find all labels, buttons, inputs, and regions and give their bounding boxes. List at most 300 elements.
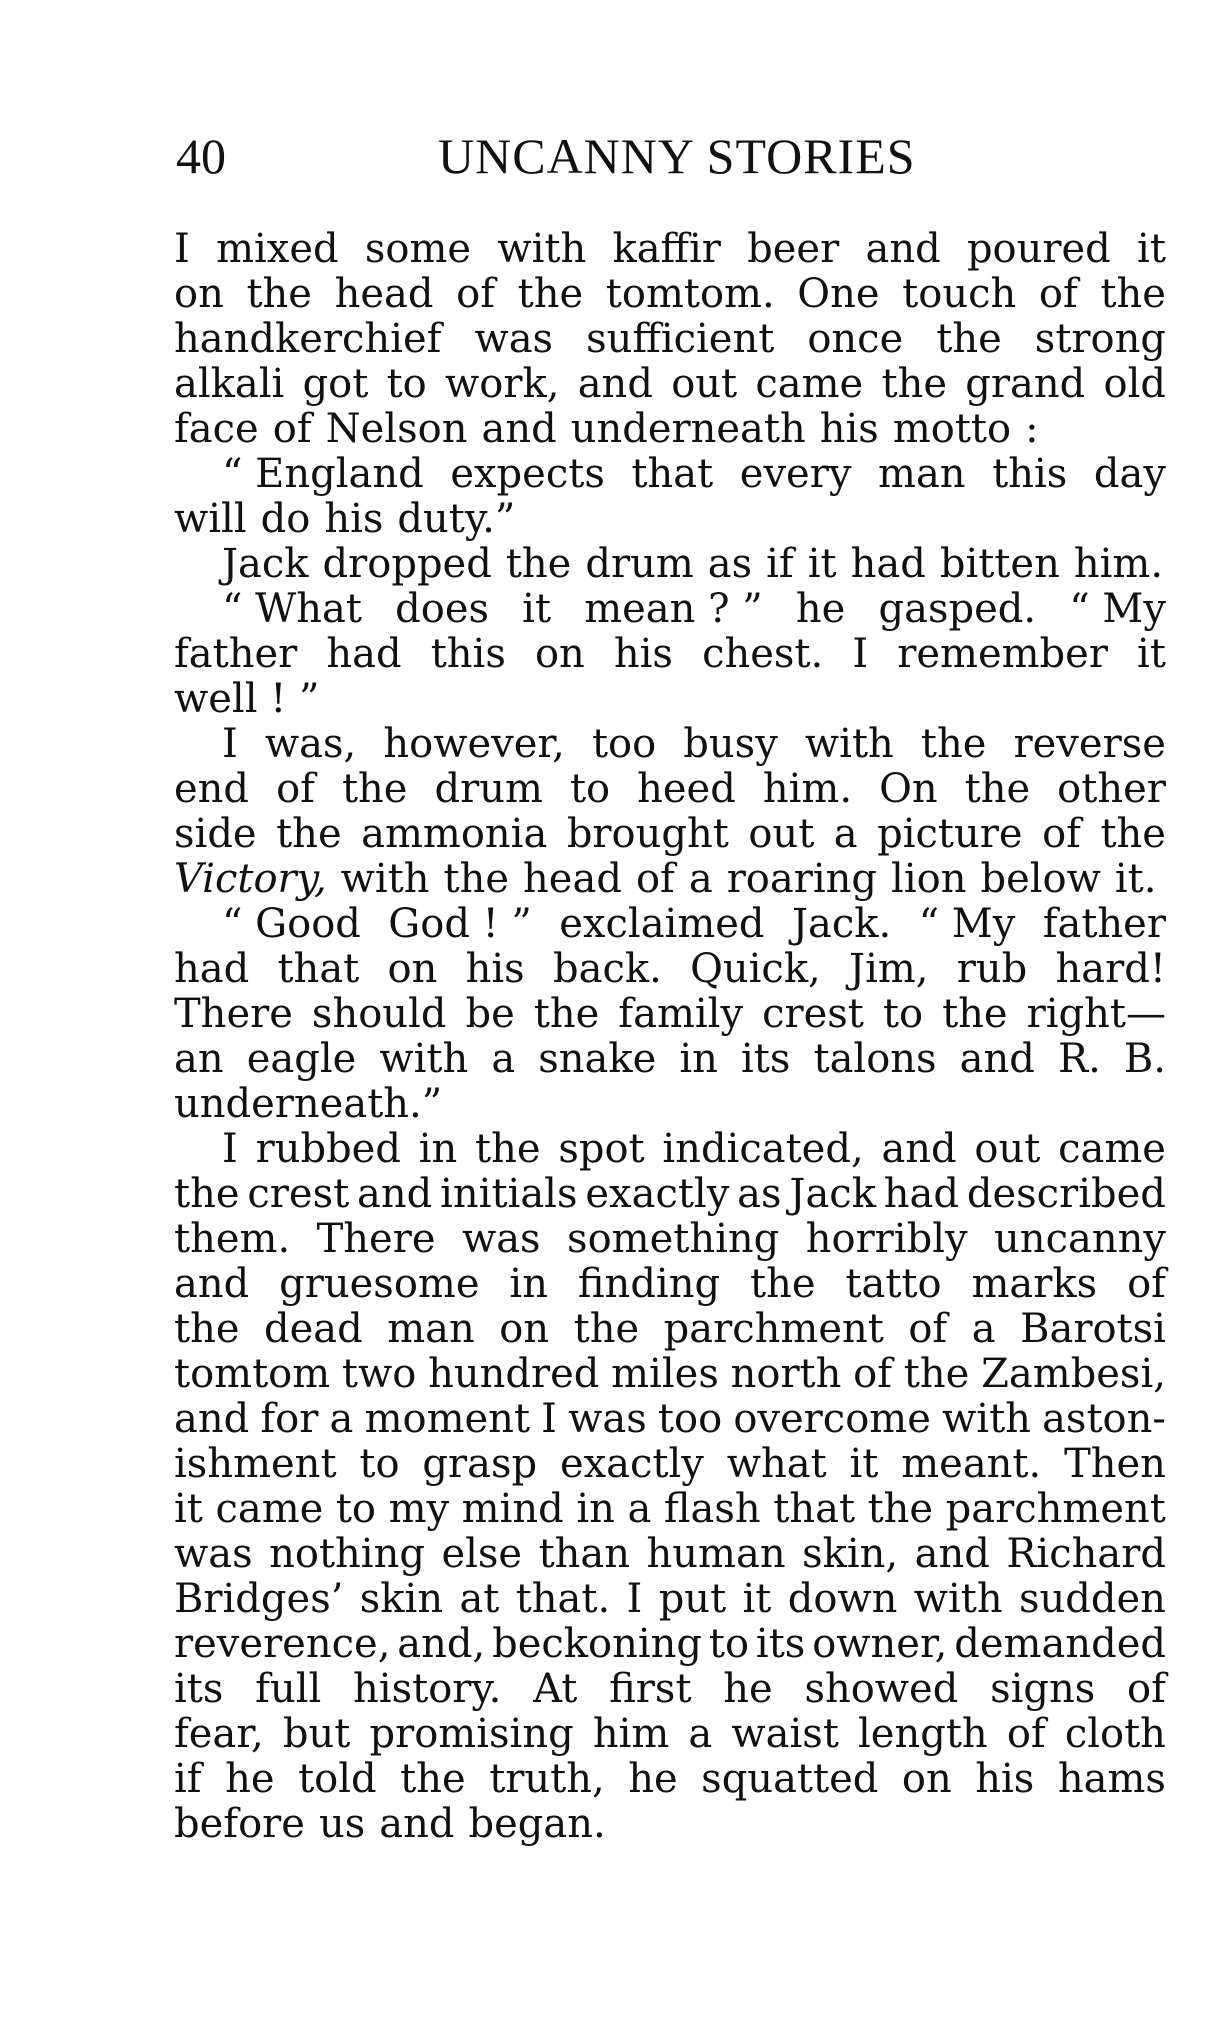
word: an	[174, 1036, 224, 1082]
running-head: UNCANNY STORIES	[438, 128, 916, 184]
word: it.	[1114, 856, 1157, 902]
word: full	[255, 1666, 322, 1712]
word: man	[878, 451, 966, 497]
word: out	[748, 811, 815, 857]
word: picture	[877, 811, 1023, 857]
word: Then	[1064, 1441, 1166, 1487]
word: mixed	[216, 226, 339, 272]
word: chest.	[702, 631, 824, 677]
word: brought	[566, 811, 729, 857]
word: that	[277, 946, 360, 992]
word: head	[523, 856, 622, 902]
word: man	[387, 1306, 475, 1352]
word: at	[459, 1576, 500, 1622]
word: described	[966, 1171, 1166, 1217]
word: and	[959, 1036, 1035, 1082]
word: expects	[450, 451, 605, 497]
word: underneath.”	[174, 1081, 443, 1127]
word: talons	[813, 1036, 937, 1082]
text-line	[174, 1172, 1166, 1217]
word: he	[723, 1666, 773, 1712]
text-line	[174, 1532, 1166, 1577]
word: owner,	[812, 1621, 948, 1667]
word: well ! ”	[174, 676, 320, 722]
text-line	[174, 407, 1166, 452]
text-line	[174, 1802, 1166, 1847]
word: I	[541, 1396, 557, 1442]
word: spot	[558, 1126, 645, 1172]
word: Jack.	[791, 901, 892, 947]
word: of	[853, 1351, 893, 1397]
word: Bridges’	[174, 1576, 344, 1622]
word: else	[441, 1531, 523, 1577]
word: cloth	[1064, 1711, 1166, 1757]
word: told	[298, 1756, 377, 1802]
word: face	[174, 406, 259, 452]
word: of	[1006, 1711, 1046, 1757]
word: flash	[663, 1486, 761, 1532]
word: strong	[1034, 316, 1166, 362]
word: the	[341, 766, 408, 812]
word: do	[260, 496, 311, 542]
word: I	[626, 1576, 643, 1622]
page-header	[176, 126, 1166, 186]
word: in	[679, 1036, 718, 1082]
word: waist	[731, 1711, 839, 1757]
word: “ What	[222, 586, 362, 632]
word: too	[591, 721, 657, 767]
word: uncanny	[994, 1216, 1166, 1262]
text-line	[174, 1622, 1166, 1667]
word: There	[316, 1216, 436, 1262]
word: right—	[1026, 991, 1166, 1037]
word: began.	[468, 1801, 606, 1847]
word: on	[499, 1306, 550, 1352]
word: father	[1042, 901, 1166, 947]
word: came	[755, 361, 864, 407]
word: down	[787, 1576, 898, 1622]
word: to	[335, 1486, 377, 1532]
word: beckoning	[492, 1621, 703, 1667]
word: as	[737, 1171, 782, 1217]
word: tomtom.	[605, 271, 775, 317]
text-line	[174, 1307, 1166, 1352]
word: a	[688, 1711, 713, 1757]
word: a	[627, 1486, 652, 1532]
word: and	[865, 226, 941, 272]
word: if	[766, 541, 794, 587]
word: indicated,	[662, 1126, 864, 1172]
word: grand	[965, 361, 1086, 407]
text-line	[174, 587, 1166, 632]
word: heed	[637, 766, 736, 812]
word: rub	[956, 946, 1028, 992]
word: I	[222, 1126, 238, 1172]
text-line	[174, 1397, 1166, 1442]
word: snake	[538, 1036, 657, 1082]
word: B.	[1123, 1036, 1166, 1082]
word: its	[755, 1621, 806, 1667]
word: Victory,	[174, 856, 327, 902]
word: a	[688, 856, 713, 902]
word: than	[538, 1531, 631, 1577]
word: first	[609, 1666, 692, 1712]
text-line	[174, 272, 1166, 317]
word: work,	[445, 361, 560, 407]
word: Nelson	[325, 406, 468, 452]
word: if	[174, 1756, 202, 1802]
word: Jack	[222, 541, 309, 587]
word: it	[742, 1576, 772, 1622]
word: “ My	[918, 901, 1016, 947]
text-line	[174, 947, 1166, 992]
text-line	[174, 677, 1166, 722]
body-text	[174, 227, 1166, 1847]
word: of	[272, 406, 312, 452]
word: of	[1127, 1666, 1166, 1712]
word: horribly	[805, 1216, 968, 1262]
word: hundred	[428, 1351, 600, 1397]
word: and,	[397, 1621, 486, 1667]
word: every	[739, 451, 852, 497]
text-line	[174, 542, 1166, 587]
word: as	[707, 541, 753, 587]
word: the	[936, 316, 1002, 362]
word: and	[174, 1396, 250, 1442]
word: the	[920, 721, 987, 767]
word: day	[1093, 451, 1166, 497]
word: for	[260, 1396, 319, 1442]
word: showed	[804, 1666, 959, 1712]
word: the	[400, 1756, 466, 1802]
word: and	[379, 1801, 455, 1847]
word: the	[942, 991, 1008, 1037]
word: he	[225, 1756, 275, 1802]
word: the	[533, 991, 600, 1037]
word: of	[456, 271, 496, 317]
word: him.	[762, 766, 853, 812]
text-line	[174, 902, 1166, 947]
word: this	[430, 631, 506, 677]
word: its	[174, 1666, 224, 1712]
word: father	[174, 631, 298, 677]
word: promising	[369, 1711, 574, 1757]
text-line	[174, 1442, 1166, 1487]
word: the	[517, 271, 584, 317]
text-line	[174, 722, 1166, 767]
word: history.	[353, 1666, 502, 1712]
word: Jack	[789, 1171, 876, 1217]
word: the	[881, 361, 948, 407]
word: gruesome	[279, 1261, 480, 1307]
word: poured	[966, 226, 1111, 272]
word: and	[357, 1171, 433, 1217]
word: does	[395, 586, 490, 632]
text-line	[174, 227, 1166, 272]
word: Jim,	[849, 946, 929, 992]
word: on	[534, 631, 585, 677]
word: that	[631, 451, 714, 497]
word: his	[613, 631, 673, 677]
word: it	[1137, 226, 1166, 272]
text-line	[174, 1037, 1166, 1082]
word: length	[858, 1711, 988, 1757]
word: had	[326, 631, 402, 677]
word: bitten	[939, 541, 1060, 587]
word: tatto	[845, 1261, 942, 1307]
word: drum	[434, 766, 543, 812]
word: reverence,	[174, 1621, 391, 1667]
word: be	[465, 991, 515, 1037]
word: dead	[264, 1306, 363, 1352]
word: with	[497, 226, 587, 272]
word: the	[505, 541, 572, 587]
text-line	[174, 362, 1166, 407]
word: alkali	[174, 361, 285, 407]
word: handkerchief	[174, 316, 442, 362]
word: parchment	[945, 1486, 1166, 1532]
word: exactly	[585, 1171, 730, 1217]
word: aston-	[1042, 1396, 1166, 1442]
word: him.	[1073, 541, 1164, 587]
text-line	[174, 497, 1166, 542]
word: him	[592, 1711, 670, 1757]
word: his	[819, 406, 879, 452]
word: Barotsi	[1020, 1306, 1166, 1352]
word: the	[573, 1306, 640, 1352]
text-line	[174, 1262, 1166, 1307]
word: moment	[364, 1396, 531, 1442]
word: family	[618, 991, 744, 1037]
word: and	[881, 1126, 957, 1172]
word: it	[522, 586, 552, 632]
word: ishment	[174, 1441, 337, 1487]
word: skin,	[802, 1531, 899, 1577]
word: to	[882, 991, 924, 1037]
word: ammonia	[361, 811, 548, 857]
word: exclaimed	[559, 901, 765, 947]
word: put	[658, 1576, 727, 1622]
word: in	[576, 1486, 615, 1532]
word: on	[901, 1756, 952, 1802]
word: Richard	[1006, 1531, 1166, 1577]
word: it	[849, 1441, 879, 1487]
word: with	[942, 1396, 1031, 1442]
word: rubbed	[255, 1126, 401, 1172]
word: the	[964, 766, 1031, 812]
word: he	[795, 586, 846, 632]
word: below	[980, 856, 1101, 902]
word: his	[975, 1756, 1035, 1802]
word: God ! ”	[388, 901, 532, 947]
word: On	[879, 766, 938, 812]
word: remember	[897, 631, 1108, 677]
word: it	[807, 541, 837, 587]
word: touch	[902, 271, 1017, 317]
word: the	[246, 271, 312, 317]
word: a	[971, 1306, 996, 1352]
word: got	[302, 361, 369, 407]
page-number: 40	[176, 128, 226, 184]
text-line	[174, 632, 1166, 677]
word: roaring	[726, 856, 878, 902]
word: he	[628, 1756, 678, 1802]
text-line	[174, 767, 1166, 812]
word: had	[174, 946, 250, 992]
word: overcome	[733, 1396, 931, 1442]
word: the	[903, 1351, 970, 1397]
word: Quick,	[690, 946, 821, 992]
word: I	[174, 226, 190, 272]
word: of	[908, 1306, 948, 1352]
word: was	[568, 1396, 647, 1442]
word: of	[1042, 811, 1081, 857]
word: was	[174, 1531, 253, 1577]
word: nothing	[269, 1531, 425, 1577]
text-line	[174, 1127, 1166, 1172]
word: the	[443, 856, 510, 902]
word: should	[311, 991, 447, 1037]
word: eagle	[246, 1036, 357, 1082]
word: to	[708, 1621, 750, 1667]
text-line	[174, 452, 1166, 497]
word: that	[773, 1486, 856, 1532]
word: squatted	[701, 1756, 879, 1802]
word: crest	[247, 1171, 350, 1217]
word: something	[567, 1216, 780, 1262]
word: underneath	[570, 406, 806, 452]
word: marks	[971, 1261, 1098, 1307]
word: was,	[264, 721, 357, 767]
word: the	[475, 1126, 541, 1172]
word: the	[750, 1261, 816, 1307]
word: R.	[1057, 1036, 1101, 1082]
word: to	[359, 1441, 400, 1487]
word: what	[726, 1441, 827, 1487]
word: beer	[747, 226, 840, 272]
word: my	[388, 1486, 450, 1532]
word: came	[1058, 1126, 1166, 1172]
text-line	[174, 1757, 1166, 1802]
word: north	[730, 1351, 842, 1397]
word: on	[174, 271, 224, 317]
word: sudden	[1018, 1576, 1166, 1622]
word: was	[474, 316, 554, 362]
word: mean ? ”	[584, 586, 763, 632]
word: and	[174, 1261, 250, 1307]
word: the	[174, 1306, 240, 1352]
text-line	[174, 1217, 1166, 1262]
word: end	[174, 766, 250, 812]
word: and	[577, 361, 653, 407]
word: of	[276, 766, 315, 812]
word: them.	[174, 1216, 291, 1262]
word: hard!	[1055, 946, 1166, 992]
word: the	[174, 1171, 240, 1217]
word: to	[569, 766, 611, 812]
word: tomtom	[174, 1351, 331, 1397]
word: came	[215, 1486, 324, 1532]
word: side	[174, 811, 257, 857]
word: on	[387, 946, 438, 992]
word: two	[341, 1351, 417, 1397]
word: initials	[440, 1171, 578, 1217]
word: a	[491, 1036, 516, 1082]
word: the	[1100, 811, 1166, 857]
word: before	[174, 1801, 305, 1847]
word: other	[1057, 766, 1166, 812]
word: One	[797, 271, 880, 317]
word: however,	[383, 721, 565, 767]
word: of	[1127, 1261, 1166, 1307]
word: busy	[683, 721, 778, 767]
word: and	[481, 406, 557, 452]
word: had	[883, 1171, 960, 1217]
word: it	[174, 1486, 203, 1532]
word: a	[329, 1396, 354, 1442]
word: sufficient	[586, 316, 775, 362]
word: motto	[892, 406, 1012, 452]
word: had	[850, 541, 926, 587]
word: demanded	[954, 1621, 1166, 1667]
word: “ My	[1069, 586, 1166, 632]
text-line	[174, 1577, 1166, 1622]
word: the	[276, 811, 342, 857]
word: and	[914, 1531, 990, 1577]
word: parchment	[663, 1306, 884, 1352]
word: Zambesi,	[981, 1351, 1166, 1397]
word: out	[671, 361, 738, 407]
word: exactly	[559, 1441, 704, 1487]
word: finding	[577, 1261, 721, 1307]
word: a	[833, 811, 858, 857]
word: meant.	[901, 1441, 1042, 1487]
word: I	[222, 721, 238, 767]
text-line	[174, 1082, 1166, 1127]
word: in	[418, 1126, 458, 1172]
word: to	[386, 361, 427, 407]
text-line	[174, 1487, 1166, 1532]
text-line	[174, 857, 1166, 902]
word: fear,	[174, 1711, 264, 1757]
word: this	[992, 451, 1068, 497]
word: lion	[891, 856, 967, 902]
word: hams	[1057, 1756, 1166, 1802]
word: out	[974, 1126, 1041, 1172]
word: miles	[611, 1351, 719, 1397]
word: “ Good	[222, 901, 361, 947]
word: signs	[990, 1666, 1096, 1712]
word: skin	[359, 1576, 444, 1622]
word: of	[635, 856, 675, 902]
word: old	[1103, 361, 1166, 407]
word: his	[465, 946, 525, 992]
word: but	[282, 1711, 351, 1757]
word: reverse	[1013, 721, 1166, 767]
word: with	[340, 856, 430, 902]
word: too	[657, 1396, 723, 1442]
word: head	[334, 271, 434, 317]
word: that.	[515, 1576, 611, 1622]
word: once	[807, 316, 904, 362]
text-line	[174, 1352, 1166, 1397]
word: with	[804, 721, 894, 767]
text-line	[174, 317, 1166, 362]
word: with	[379, 1036, 469, 1082]
word: of	[1038, 271, 1078, 317]
word: gasped.	[878, 586, 1037, 632]
text-line	[174, 1712, 1166, 1757]
